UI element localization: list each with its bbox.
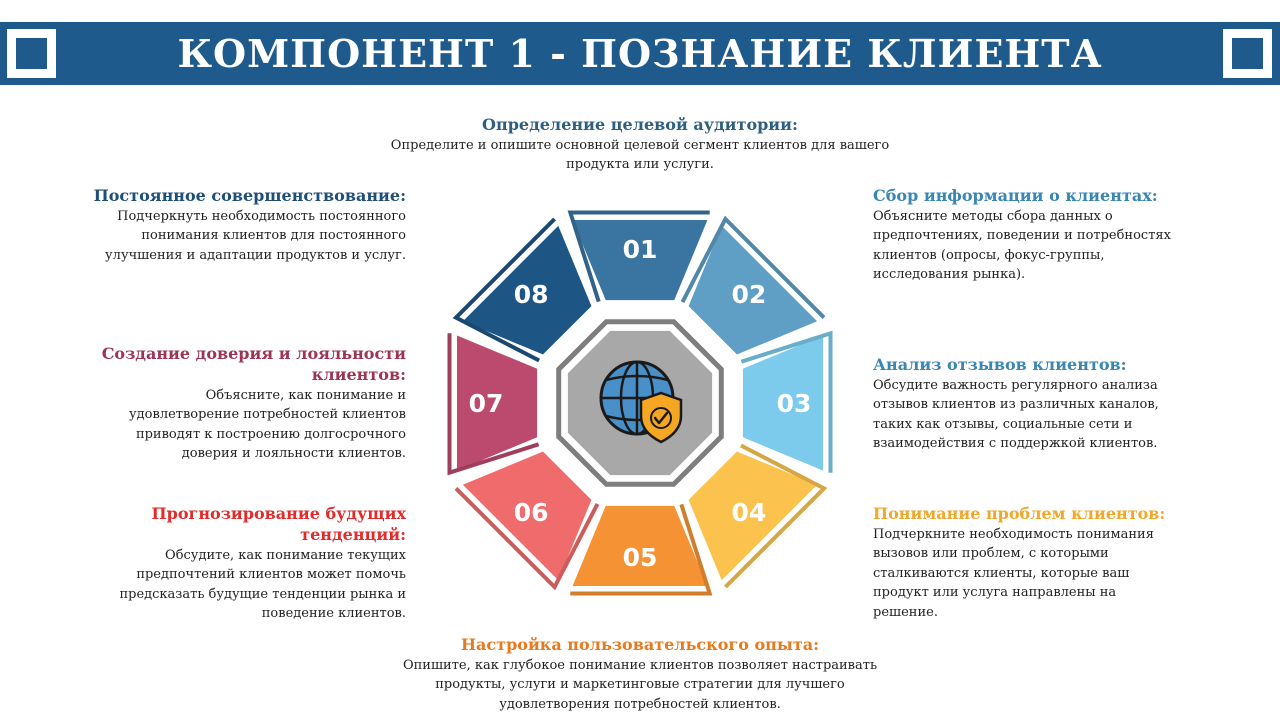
- block-05-title: Настройка пользовательского опыта:: [460, 635, 820, 654]
- block-04-description: Подчеркните необходимость понимания вызовов или проблем, с которыми сталкиваются клиенты, которые ваш продукт или услуга направлены на решение.: [873, 527, 1154, 620]
- block-07-title: Создание доверия и лояльности клиентов:: [101, 344, 406, 384]
- block-03-description: Обсудите важность регулярного анализа отзывов клиентов из различных каналов, таких как отзывы, социальные сети и взаимодействия с поддержкой клиентов.: [873, 378, 1159, 452]
- segment-number-02: 02: [731, 280, 767, 310]
- block-08-title: Постоянное совершенствование:: [93, 186, 406, 205]
- block-06: [86, 503, 406, 624]
- block-01-description: Определите и опишите основной целевой сегмент клиентов для вашего продукта или услуги.: [390, 138, 890, 173]
- block-01-title: Определение целевой аудитории:: [482, 115, 798, 134]
- block-07: [96, 343, 406, 464]
- block-01: [380, 114, 900, 175]
- block-06-title: Прогнозирование будущих тенденций:: [151, 504, 406, 544]
- segment-number-01: 01: [622, 235, 658, 264]
- segment-number-05: 05: [622, 543, 658, 572]
- segment-number-03: 03: [776, 389, 812, 418]
- block-06-description: Обсудите, как понимание текущих предпочтений клиентов может помочь предсказать будущие тенденции рынка и поведение клиентов.: [119, 548, 406, 622]
- segment-number-07: 07: [468, 389, 504, 418]
- block-04-title: Понимание проблем клиентов:: [873, 504, 1166, 523]
- block-08-description: Подчеркнуть необходимость постоянного понимания клиентов для постоянного улучшения и адаптации продуктов и услуг.: [105, 209, 406, 263]
- page-title: КОМПОНЕНТ 1 - ПОЗНАНИЕ КЛИЕНТА: [177, 31, 1103, 76]
- block-07-description: Объясните, как понимание и удовлетворение потребностей клиентов приводят к построению долгосрочного доверия и лояльности клиентов.: [129, 388, 406, 462]
- block-03: [873, 354, 1193, 454]
- block-04: [873, 503, 1178, 622]
- block-02-title: Сбор информации о клиентах:: [873, 186, 1158, 205]
- block-02: [873, 185, 1178, 285]
- block-05: [395, 634, 885, 714]
- segment-number-08: 08: [513, 280, 549, 310]
- block-08: [86, 185, 406, 265]
- segment-number-04: 04: [731, 497, 767, 527]
- block-02-description: Объясните методы сбора данных о предпочтениях, поведении и потребностях клиентов (опросы, фокус-группы, исследования рынка).: [873, 209, 1171, 283]
- segment-number-06: 06: [513, 497, 549, 527]
- block-03-title: Анализ отзывов клиентов:: [873, 355, 1127, 374]
- block-05-description: Опишите, как глубокое понимание клиентов позволяет настраивать продукты, услуги и маркетинговые стратегии для лучшего удовлетворения потребностей клиентов.: [402, 658, 878, 712]
